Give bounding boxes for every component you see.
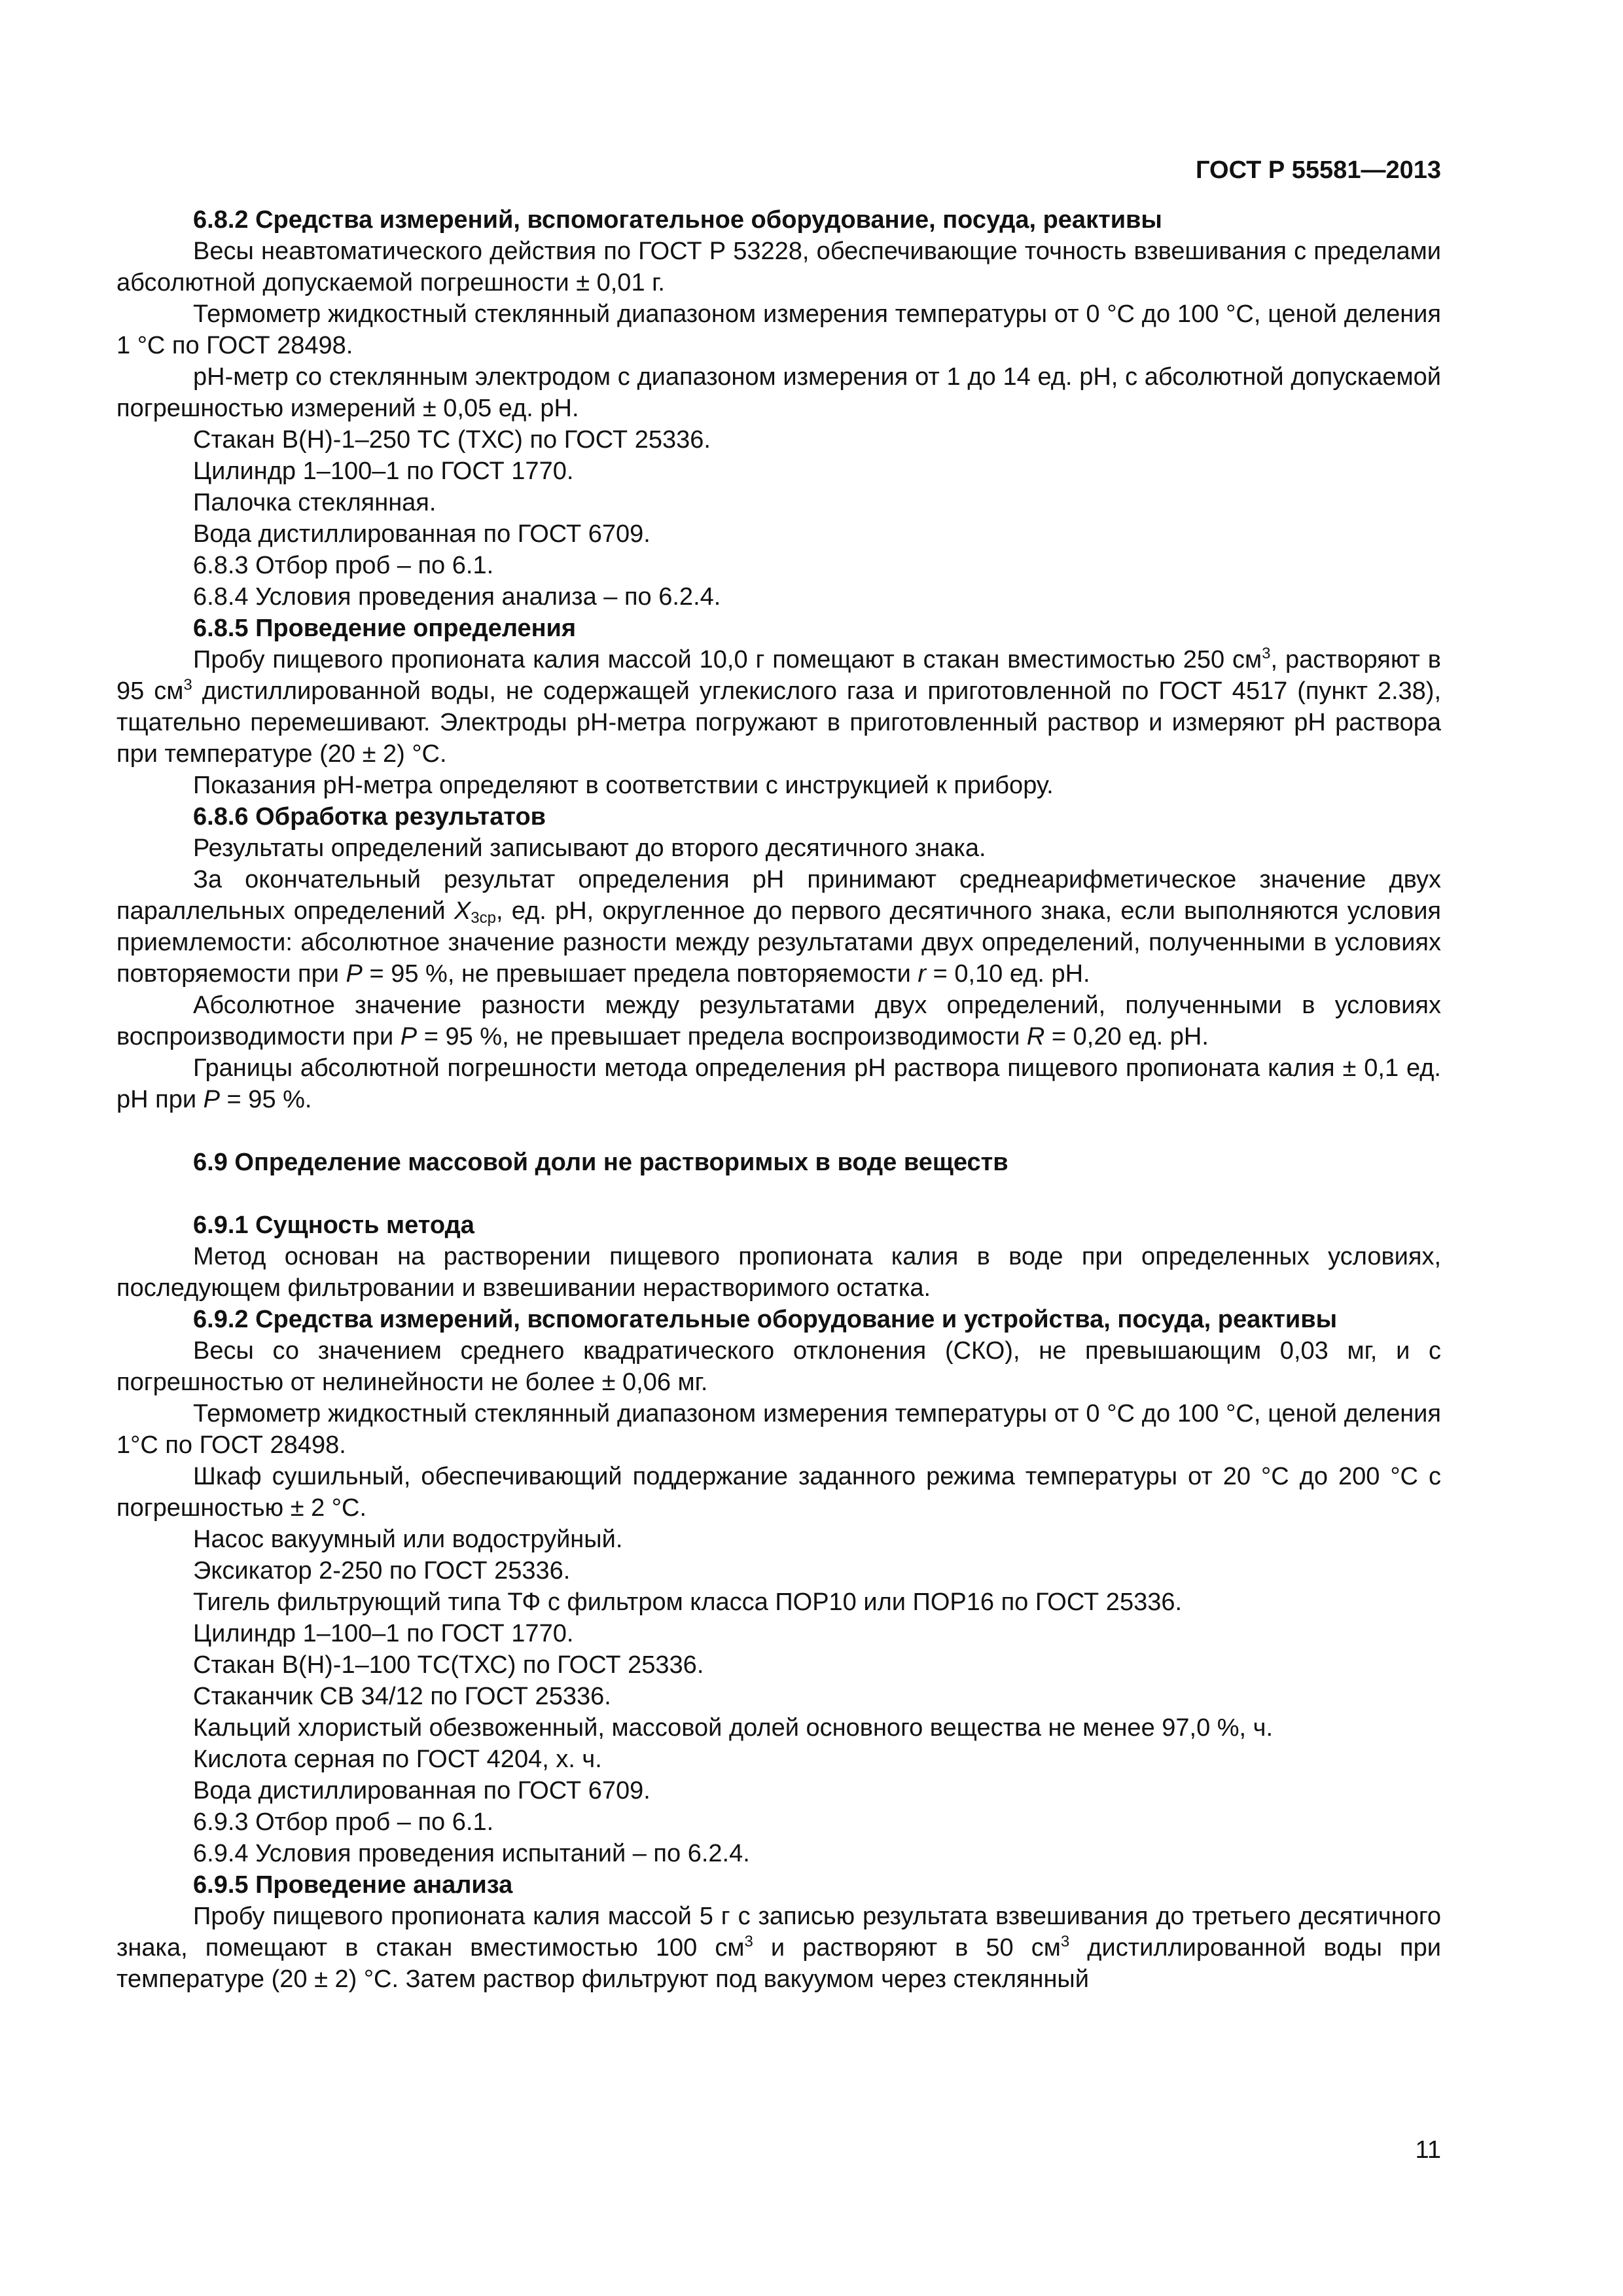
heading-6-9-5: 6.9.5 Проведение анализа xyxy=(193,1871,513,1899)
paragraph: Границы абсолютной погрешности метода определения рН раствора пищевого пропионата калия ± 0,1 ед. рН при Р = 95 %. xyxy=(116,1054,1441,1113)
list-item: Кислота серная по ГОСТ 4204, х. ч. xyxy=(193,1746,602,1773)
paragraph: Результаты определений записывают до второго десятичного знака. xyxy=(193,834,986,862)
list-item: Цилиндр 1–100–1 по ГОСТ 1770. xyxy=(193,1620,574,1647)
paragraph: Термометр жидкостный стеклянный диапазоном измерения температуры от 0 °С до 100 °С, ценой деления 1°С по ГОСТ 28498. xyxy=(116,1400,1441,1459)
heading-6-8-2: 6.8.2 Средства измерений, вспомогательное оборудование, посуда, реактивы xyxy=(193,206,1162,234)
list-item: Эксикатор 2-250 по ГОСТ 25336. xyxy=(193,1557,571,1585)
clause-6-8-3: 6.8.3 Отбор проб – по 6.1. xyxy=(193,552,494,579)
heading-6-9: 6.9 Определение массовой доли не растворимых в воде веществ xyxy=(193,1149,1008,1176)
document-id-header: ГОСТ Р 55581—2013 xyxy=(1196,156,1441,184)
heading-6-9-1: 6.9.1 Сущность метода xyxy=(193,1211,474,1239)
paragraph: рН-метр со стеклянным электродом с диапазоном измерения от 1 до 14 ед. рН, с абсолютной допускаемой погрешностью измерений ± 0,05 ед. рН. xyxy=(116,363,1441,422)
clause-6-9-4: 6.9.4 Условия проведения испытаний – по 6.2.4. xyxy=(193,1840,750,1867)
list-item: Стакан В(Н)-1–100 ТС(ТХС) по ГОСТ 25336. xyxy=(193,1651,704,1679)
paragraph: Термометр жидкостный стеклянный диапазоном измерения температуры от 0 °С до 100 °С, ценой деления 1 °С по ГОСТ 28498. xyxy=(116,300,1441,359)
list-item: Стаканчик СВ 34/12 по ГОСТ 25336. xyxy=(193,1683,611,1710)
document-page xyxy=(116,154,1441,1995)
heading-6-8-6: 6.8.6 Обработка результатов xyxy=(193,803,546,831)
list-item: Кальций хлористый обезвоженный, массовой долей основного вещества не менее 97,0 %, ч. xyxy=(193,1714,1274,1742)
list-item: Цилиндр 1–100–1 по ГОСТ 1770. xyxy=(193,457,574,485)
list-item: Палочка стеклянная. xyxy=(193,489,437,516)
page-number: 11 xyxy=(1415,2136,1441,2164)
paragraph: Метод основан на растворении пищевого пропионата калия в воде при определенных условиях, последующем фильтровании и взвешивании нерастворимого остатка. xyxy=(116,1243,1441,1302)
paragraph: Показания рН-метра определяют в соответствии с инструкцией к прибору. xyxy=(193,772,1054,799)
list-item: Тигель фильтрующий типа ТФ с фильтром класса ПОР10 или ПОР16 по ГОСТ 25336. xyxy=(193,1588,1183,1616)
list-item: Насос вакуумный или водоструйный. xyxy=(193,1526,623,1553)
paragraph: Весы со значением среднего квадратического отклонения (СКО), не превышающим 0,03 мг, и с погрешностью от нелинейности не более ± 0,06 мг. xyxy=(116,1337,1441,1396)
paragraph: Пробу пищевого пропионата калия массой 5 г с записью результата взвешивания до третьего десятичного знака, помещают в стакан вместимостью 100 $см^3$ и растворяют в 50 $см^3$ дистиллированной воды при температуре (20 ± 2) °С. Затем раствор фильтруют под вакуумом через стеклянный xyxy=(116,1903,1441,1993)
paragraph: Шкаф сушильный, обеспечивающий поддержание заданного режима температуры от 20 °С до 200 °С с погрешностью ± 2 °С. xyxy=(116,1463,1441,1522)
paragraph: За окончательный результат определения рН принимают среднеарифметическое значение двух параллельных определений $X_{3ср}$, ед. рН, округленное до первого десятичного знака, если выполняются условия приемлемости: абсолютное значение разности между результатами двух определений, полученными в условиях повторяемости при Р = 95 %, не превышает предела повторяемости r = 0,10 ед. рН. xyxy=(116,866,1441,988)
paragraph: Абсолютное значение разности между результатами двух определений, полученными в условиях воспроизводимости при Р = 95 %, не превышает предела воспроизводимости R = 0,20 ед. рН. xyxy=(116,992,1441,1050)
list-item: Вода дистиллированная по ГОСТ 6709. xyxy=(193,1777,651,1804)
paragraph: Пробу пищевого пропионата калия массой 10,0 г помещают в стакан вместимостью 250 $см^3$, растворяют в 95 $см^3$ дистиллированной воды, не содержащей углекислого газа и приготовленной по ГОСТ 4517 (пункт 2.38), тщательно перемешивают. Электроды рН-метра погружают в приготовленный раствор и измеряют рН раствора при температуре (20 ± 2) °С. xyxy=(116,645,1442,768)
paragraph: Весы неавтоматического действия по ГОСТ Р 53228, обеспечивающие точность взвешивания с пределами абсолютной допускаемой погрешности ± 0,01 г. xyxy=(116,238,1441,296)
list-item: Вода дистиллированная по ГОСТ 6709. xyxy=(193,520,651,548)
clause-6-9-3: 6.9.3 Отбор проб – по 6.1. xyxy=(193,1808,494,1836)
heading-6-9-2: 6.9.2 Средства измерений, вспомогательные оборудование и устройства, посуда, реактивы xyxy=(193,1306,1338,1333)
list-item: Стакан В(Н)-1–250 ТС (ТХС) по ГОСТ 25336. xyxy=(193,426,711,454)
heading-6-8-5: 6.8.5 Проведение определения xyxy=(193,615,577,642)
clause-6-8-4: 6.8.4 Условия проведения анализа – по 6.2.4. xyxy=(193,583,721,611)
